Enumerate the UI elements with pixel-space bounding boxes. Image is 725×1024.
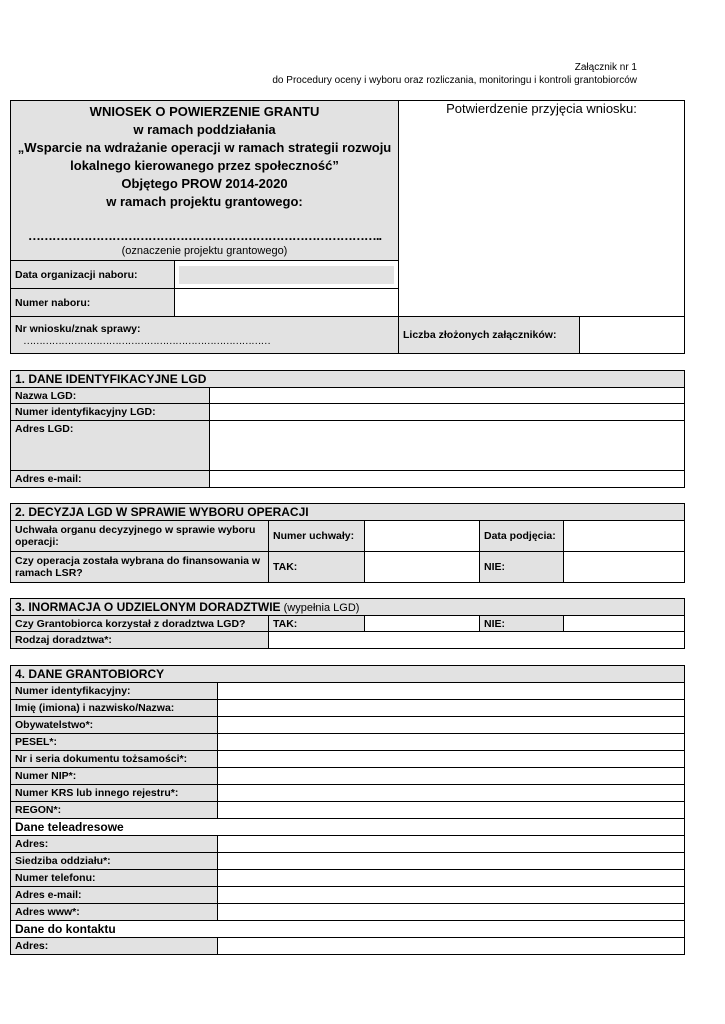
advisory-used-label: Czy Grantobiorca korzystał z doradztwa LGD? (11, 616, 269, 632)
nip-label: Numer NIP*: (11, 768, 218, 785)
citizenship-label: Obywatelstwo*: (11, 717, 218, 734)
phone-label: Numer telefonu: (11, 870, 218, 887)
contact-data-subtitle: Dane teleadresowe (11, 819, 685, 836)
advisory-yes-input[interactable] (365, 616, 480, 632)
section-4-table (10, 665, 685, 955)
krs-label: Numer KRS lub innego rejestru*: (11, 785, 218, 802)
id-document-label: Nr i seria dokumentu tożsamości*: (11, 751, 218, 768)
project-designation-field[interactable]: …………………………………………………………………………….. (27, 228, 382, 243)
www-input[interactable] (218, 904, 685, 921)
form-subtitle-5: w ramach projektu grantowego: (106, 194, 303, 209)
branch-seat-input[interactable] (218, 853, 685, 870)
section-3-title (11, 599, 685, 616)
applicant-name-input[interactable] (218, 700, 685, 717)
lgd-name-input[interactable] (210, 388, 685, 404)
email-label: Adres e-mail: (11, 887, 218, 904)
section-3-title-text: 3. INORMACJA O UDZIELONYM DORADZTWIE (15, 599, 281, 614)
email-input[interactable] (218, 887, 685, 904)
regon-input[interactable] (218, 802, 685, 819)
section-2-title: 2. DECYZJA LGD W SPRAWIE WYBORU OPERACJI (11, 504, 685, 521)
case-number-cell (11, 317, 399, 354)
contact-person-subtitle: Dane do kontaktu (11, 921, 685, 938)
section-3-title-note: (wypełnia LGD) (280, 601, 360, 614)
application-header-table (10, 100, 685, 354)
advisory-type-label: Rodzaj doradztwa*: (11, 632, 269, 649)
form-subtitle-2: „Wsparcie na wdrażanie operacji w ramach strategii rozwoju (17, 140, 392, 155)
applicant-id-label: Numer identyfikacyjny: (11, 683, 218, 700)
selected-no-input[interactable] (564, 552, 685, 583)
annex-label: Załącznik nr 1 (574, 62, 637, 73)
id-document-input[interactable] (218, 751, 685, 768)
citizenship-input[interactable] (218, 717, 685, 734)
selected-no-label: NIE: (480, 552, 564, 583)
annex-description: do Procedury oceny i wyboru oraz rozliczania, monitoringu i kontroli grantobiorców (272, 75, 637, 86)
advisory-no-label: NIE: (480, 616, 564, 632)
lgd-email-label: Adres e-mail: (11, 471, 210, 488)
krs-input[interactable] (218, 785, 685, 802)
section-1-table (10, 370, 685, 488)
form-subtitle-1: w ramach poddziałania (133, 122, 276, 137)
form-subtitle-3: lokalnego kierowanego przez społeczność” (70, 158, 339, 173)
resolution-date-input[interactable] (564, 521, 685, 552)
lgd-name-label: Nazwa LGD: (11, 388, 210, 404)
section-1-title: 1. DANE IDENTYFIKACYJNE LGD (11, 371, 685, 388)
selected-yes-label: TAK: (269, 552, 365, 583)
nip-input[interactable] (218, 768, 685, 785)
form-subtitle-4: Objętego PROW 2014-2020 (121, 176, 288, 191)
recruitment-date-input[interactable] (179, 266, 394, 284)
form-title: WNIOSEK O POWIERZENIE GRANTU (89, 104, 320, 119)
applicant-name-label: Imię (imiona) i nazwisko/Nazwa: (11, 700, 218, 717)
case-number-label: Nr wniosku/znak sprawy: (15, 323, 141, 335)
project-designation-caption: (oznaczenie projektu grantowego) (121, 245, 288, 257)
resolution-number-input[interactable] (365, 521, 480, 552)
section-4-title: 4. DANE GRANTOBIORCY (11, 666, 685, 683)
advisory-type-input[interactable] (269, 632, 685, 649)
address-input[interactable] (218, 836, 685, 853)
applicant-id-input[interactable] (218, 683, 685, 700)
pesel-label: PESEL*: (11, 734, 218, 751)
attachments-count-label: Liczba złożonych załączników: (399, 317, 580, 354)
address-label: Adres: (11, 836, 218, 853)
application-title-block (11, 101, 399, 261)
phone-input[interactable] (218, 870, 685, 887)
attachments-count-input[interactable] (580, 317, 685, 354)
recruitment-number-input[interactable] (175, 289, 399, 317)
recruitment-date-cell (175, 261, 399, 289)
lgd-address-label: Adres LGD: (11, 421, 210, 471)
case-number-field[interactable]: …………………………………………………………………… (23, 335, 270, 347)
lgd-id-input[interactable] (210, 404, 685, 421)
lgd-address-input[interactable] (210, 421, 685, 471)
resolution-date-label: Data podjęcia: (480, 521, 564, 552)
resolution-number-label: Numer uchwały: (269, 521, 365, 552)
contact-address-label: Adres: (11, 938, 218, 955)
selected-yes-input[interactable] (365, 552, 480, 583)
regon-label: REGON*: (11, 802, 218, 819)
resolution-label: Uchwała organu decyzyjnego w sprawie wyboru operacji: (11, 521, 269, 552)
advisory-no-input[interactable] (564, 616, 685, 632)
pesel-input[interactable] (218, 734, 685, 751)
contact-address-input[interactable] (218, 938, 685, 955)
lgd-email-input[interactable] (210, 471, 685, 488)
section-2-table (10, 503, 685, 583)
www-label: Adres www*: (11, 904, 218, 921)
lgd-id-label: Numer identyfikacyjny LGD: (11, 404, 210, 421)
advisory-yes-label: TAK: (269, 616, 365, 632)
section-3-table (10, 598, 685, 649)
branch-seat-label: Siedziba oddziału*: (11, 853, 218, 870)
confirmation-label: Potwierdzenie przyjęcia wniosku: (446, 101, 637, 116)
recruitment-number-label: Numer naboru: (11, 289, 175, 317)
recruitment-date-label: Data organizacji naboru: (11, 261, 175, 289)
selected-for-funding-label: Czy operacja została wybrana do finansowania w ramach LSR? (11, 552, 269, 583)
confirmation-box (399, 101, 685, 317)
